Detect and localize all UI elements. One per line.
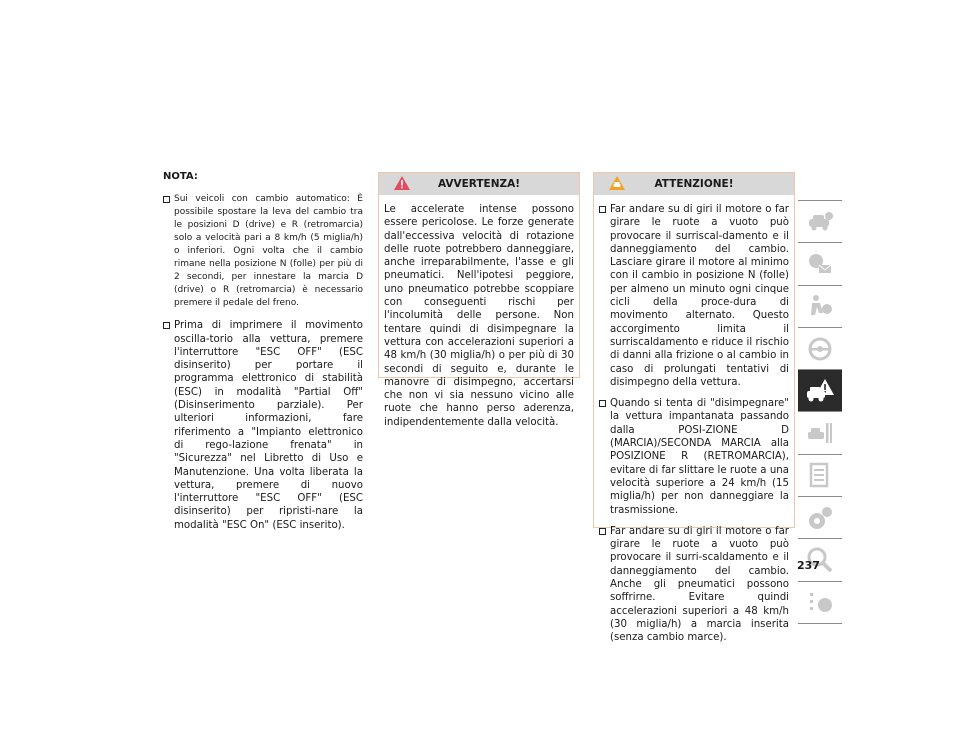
caution-body bbox=[594, 195, 794, 659]
service-car-icon bbox=[805, 418, 835, 448]
steering-wheel-icon bbox=[805, 334, 835, 364]
emergency-car-icon bbox=[805, 376, 835, 406]
sidebar-tab-index[interactable] bbox=[798, 582, 842, 624]
caution-bullet-1 bbox=[599, 203, 789, 389]
caution-bullet-text: Far andare su di giri il motore o far girare le ruote a vuoto può provocare il surri-scaldamento e il danneggiamento del cambio. Anche gli pneumatici possono soffrirne. Evitare quindi accelerazioni superiori a 48 km/h (30 miglia/h) a marcia inserita (senza cambio marce). bbox=[610, 525, 789, 644]
caution-box bbox=[593, 172, 795, 644]
note-bullet-2 bbox=[163, 319, 363, 532]
sidebar-tab-dashboard[interactable] bbox=[798, 243, 842, 285]
seatbelt-safety-icon bbox=[805, 291, 835, 321]
bullet-square-icon bbox=[599, 528, 606, 535]
warning-triangle-icon bbox=[393, 175, 411, 191]
car-info-icon bbox=[805, 207, 835, 237]
multimedia-icon bbox=[805, 503, 835, 533]
bullet-square-icon bbox=[599, 400, 606, 407]
note-bullet-text: Prima di imprimere il movimento oscilla-torio alla vettura, premere l'interruttore "ESC OFF" (ESC disinserito) per portare il programma elettronico di stabilità (ESC) in modalità "Partial Off" (Disinserimento parziale). Per ulteriori informazioni, fare riferimento a "Impianto elettronico di rego-lazione frenata" in "Sicurezza" nel Libretto di Uso e Manutenzione. Una volta liberata la vettura, premere di nuovo l'interruttore "ESC OFF" (ESC disinserito) per ripristi-nare la modalità "ESC On" (ESC inserito). bbox=[174, 320, 363, 531]
caution-bullet-2 bbox=[599, 397, 789, 517]
caution-header bbox=[594, 173, 794, 195]
sidebar-tab-multimedia[interactable] bbox=[798, 497, 842, 539]
bullet-square-icon bbox=[163, 322, 170, 329]
note-section bbox=[163, 170, 363, 541]
warning-body: Le accelerate intense possono essere pericolose. Le forze generate dall'eccessiva velocità di rotazione delle ruote potrebbero danneggiare, anche irreparabilmente, l'asse e gli pneumatici. Nell'ipotesi peggiore, uno pneumatico potrebbe scoppiare con conseguenti rischi per l'incolumità delle persone. Non tentare quindi di disimpegnare la vettura con accelerazioni superiori a 48 km/h (30 miglia/h) o per più di 30 secondi di seguito e, durante le manovre di disimpegno, accertarsi che non vi sia nessuno vicino alle ruote che hanno perso aderenza, indipendentemente dalla velocità. bbox=[384, 204, 574, 428]
warning-header bbox=[379, 173, 579, 195]
sidebar-tab-car-info[interactable] bbox=[798, 200, 842, 243]
note-bullet-1 bbox=[163, 193, 363, 310]
caution-car-icon bbox=[608, 175, 626, 191]
sidebar-tab-emergency[interactable] bbox=[798, 370, 842, 412]
index-icon bbox=[805, 587, 835, 617]
warning-box bbox=[378, 172, 580, 428]
checklist-icon bbox=[805, 460, 835, 490]
bullet-square-icon bbox=[599, 206, 606, 213]
bullet-square-icon bbox=[163, 196, 170, 203]
dashboard-lights-icon bbox=[805, 249, 835, 279]
warning-title: AVVERTENZA! bbox=[437, 178, 521, 190]
caution-bullet-text: Quando si tenta di "disimpegnare" la vettura impantanata passando dalla POSI-ZIONE D (MARCIA)/SECONDA MARCIA alla POSIZIONE R (RETROMARCIA), evitare di far slittare le ruote a una velocità superiore a 24 km/h (15 miglia/h) per non danneggiare la trasmissione. bbox=[610, 398, 789, 516]
sidebar-tab-service[interactable] bbox=[798, 412, 842, 454]
sidebar-tab-driving[interactable] bbox=[798, 328, 842, 370]
caution-title: ATTENZIONE! bbox=[654, 178, 734, 190]
note-bullet-text: Sui veicoli con cambio automatico: È possibile spostare la leva del cambio tra le posizioni D (drive) e R (retromarcia) solo a velocità pari a 8 km/h (5 miglia/h) o inferiori. Ogni volta che il cambio rimane nella posizione N (folle) per più di 2 secondi, per innestare la marcia D (drive) o R (retromarcia) è necessario premere il pedale del freno. bbox=[174, 194, 363, 309]
sidebar-tab-safety[interactable] bbox=[798, 286, 842, 328]
note-title: NOTA: bbox=[163, 171, 198, 182]
sidebar-tab-specs[interactable] bbox=[798, 455, 842, 497]
caution-bullet-3 bbox=[599, 525, 789, 645]
page-number: 237 bbox=[797, 559, 820, 572]
caution-bullet-text: Far andare su di giri il motore o far girare le ruote a vuoto può provocare il surriscal-damento e il danneggiamento del cambio. Lasciare girare il motore al minimo con il cambio in posizione N (folle) per almeno un minuto ogni cinque cicli della proce-dura di movimento alternato. Questo accorgimento limita il surriscaldamento e riduce il rischio di danni alla frizione o al cambio in caso di prolungati tentativi di disimpegno della vettura. bbox=[610, 204, 789, 388]
